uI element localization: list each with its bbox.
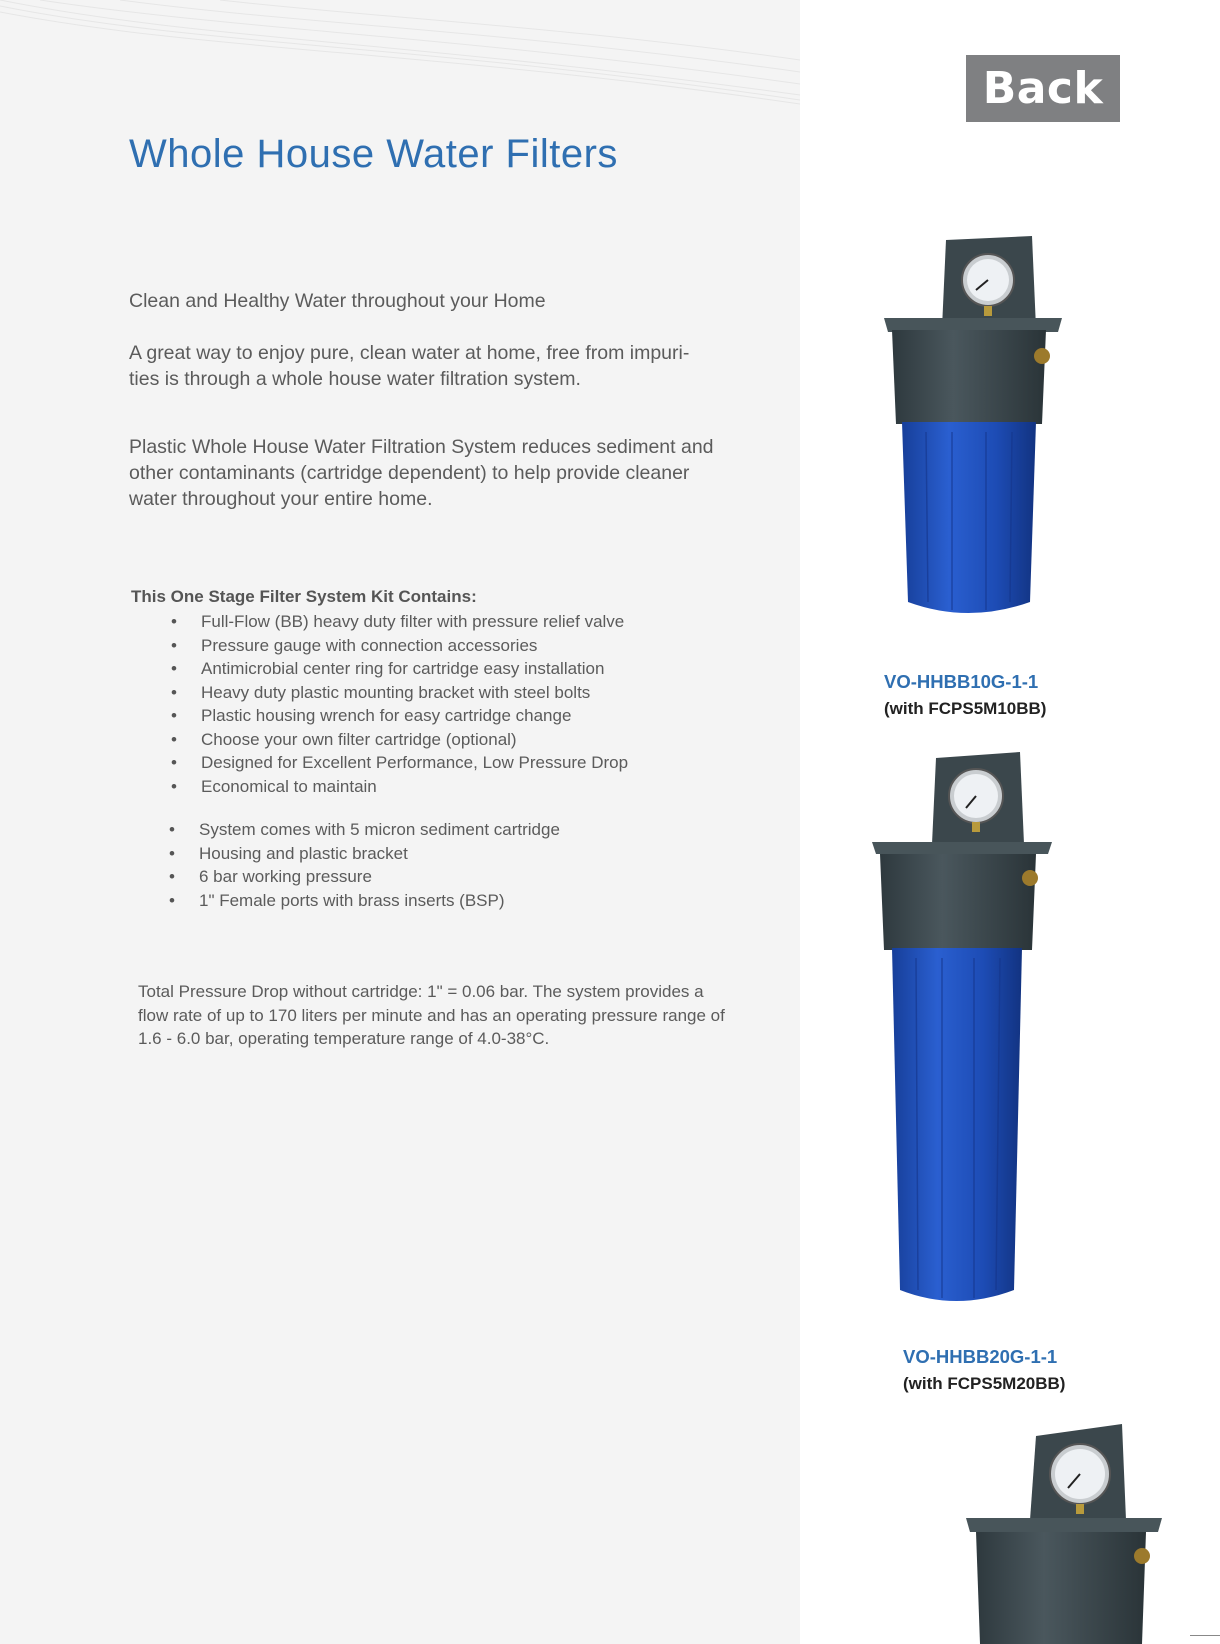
list-item: • Economical to maintain (171, 775, 628, 799)
product-code: VO-HHBB20G-1-1 (903, 1346, 1058, 1367)
list-item: • System comes with 5 micron sediment cartridge (169, 818, 560, 842)
list-item: • 6 bar working pressure (169, 865, 560, 889)
list-item: • 1" Female ports with brass inserts (BSP) (169, 889, 560, 913)
filter-image-20in (870, 750, 1070, 1310)
list-item: • Plastic housing wrench for easy cartridge change (171, 704, 628, 728)
list-item: • Antimicrobial center ring for cartridge easy installation (171, 657, 628, 681)
list-item: • Full-Flow (BB) heavy duty filter with pressure relief valve (171, 610, 628, 634)
product-panel (800, 0, 1220, 1644)
list-item: • Choose your own filter cartridge (optional) (171, 728, 628, 752)
page-title: Whole House Water Filters (129, 132, 618, 176)
divider (1190, 1635, 1220, 1636)
spec-list (169, 818, 560, 912)
list-item: • Pressure gauge with connection accessories (171, 634, 628, 658)
kit-contents-list (171, 610, 628, 798)
kit-heading: This One Stage Filter System Kit Contains: (131, 587, 477, 606)
system-description: Plastic Whole House Water Filtration System reduces sediment and other contaminants (cartridge dependent) to help provide cleaner water throughout your entire home. (129, 436, 714, 510)
product-code: VO-HHBB10G-1-1 (884, 671, 1039, 692)
filter-image-partial (966, 1420, 1176, 1644)
back-button[interactable]: Back (966, 55, 1120, 122)
product-note: (with FCPS5M20BB) (903, 1374, 1066, 1393)
list-item: • Designed for Excellent Performance, Low Pressure Drop (171, 751, 628, 775)
decorative-wave (0, 0, 800, 120)
subtitle: Clean and Healthy Water throughout your Home (129, 290, 546, 312)
intro-paragraph: A great way to enjoy pure, clean water at home, free from impuri-ties is through a whole house water filtration system. (129, 342, 690, 390)
pressure-note: Total Pressure Drop without cartridge: 1" = 0.06 bar. The system provides a flow rate of up to 170 liters per minute and has an operating pressure range of 1.6 - 6.0 bar, operating temperature range of 4.0-38°C. (138, 982, 725, 1048)
list-item: • Heavy duty plastic mounting bracket with steel bolts (171, 681, 628, 705)
list-item: • Housing and plastic bracket (169, 842, 560, 866)
filter-image-10in (882, 232, 1082, 632)
product-note: (with FCPS5M10BB) (884, 699, 1047, 718)
